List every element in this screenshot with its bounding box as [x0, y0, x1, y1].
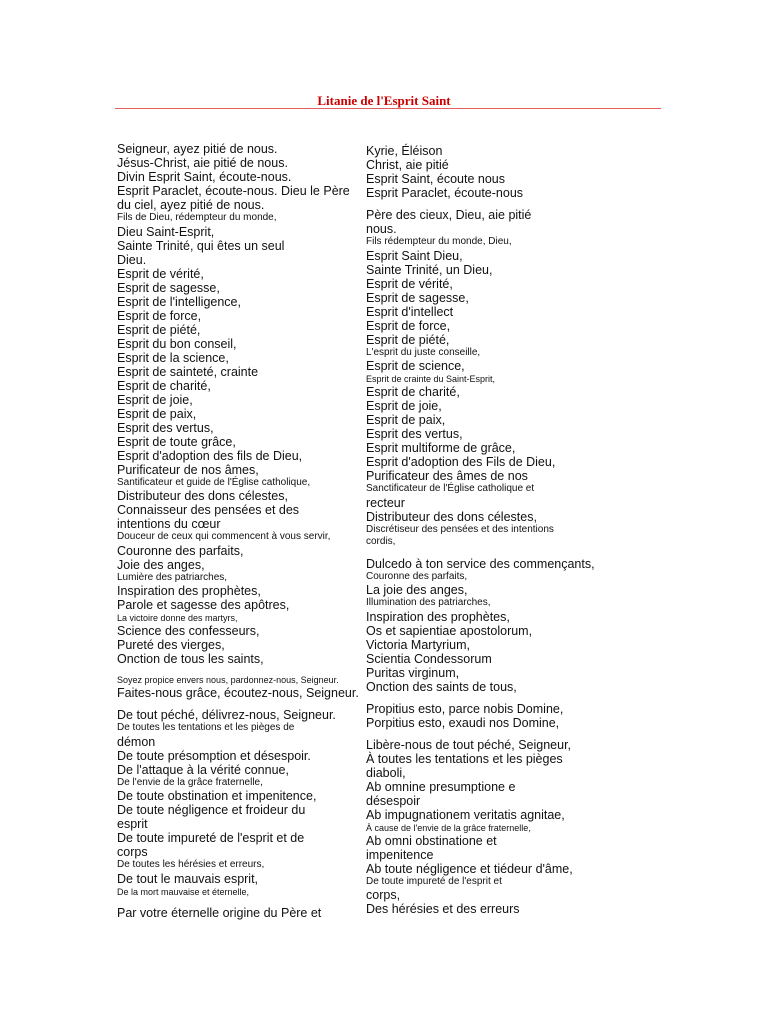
litany-line: intentions du cœur	[117, 517, 221, 531]
litany-line: Esprit de joie,	[366, 399, 442, 413]
litany-line: De toute impureté de l'esprit et	[366, 875, 502, 887]
litany-line: Inspiration des prophètes,	[117, 584, 261, 598]
litany-line: Fils rédempteur du monde, Dieu,	[366, 236, 512, 247]
litany-line: Joie des anges,	[117, 557, 205, 572]
litany-line: Esprit de force,	[366, 318, 451, 333]
litany-line: De tout le mauvais esprit,	[117, 871, 259, 886]
litany-line: Divin Esprit Saint, écoute-nous.	[117, 170, 292, 184]
litany-line: Ab omni obstinatione et	[366, 833, 497, 848]
litany-line: De tout péché, délivrez-nous, Seigneur.	[117, 708, 336, 722]
litany-line: Scientia Condessorum	[366, 651, 492, 666]
litany-line: Des hérésies et des erreurs	[366, 902, 520, 916]
litany-line: Esprit de charité,	[117, 378, 211, 393]
litany-line: Esprit de sagesse,	[366, 290, 469, 305]
litany-line: Science des confesseurs,	[117, 624, 260, 638]
litany-line: Couronne des parfaits,	[366, 570, 468, 582]
litany-line: Esprit de sainteté, crainte	[117, 364, 259, 379]
litany-line: De toutes les tentations et les pièges de	[117, 722, 295, 733]
litany-line: Esprit de force,	[117, 308, 202, 323]
litany-line: Esprit multiforme de grâce,	[366, 441, 516, 455]
litany-line: Puritas virginum,	[366, 665, 460, 680]
litany-line: Esprit de sagesse,	[117, 280, 220, 295]
litany-line: La victoire donne des martyrs,	[117, 613, 238, 623]
litany-line: cordis,	[366, 536, 396, 547]
litany-line: corps,	[366, 888, 401, 902]
litany-line: Faites-nous grâce, écoutez-nous, Seigneur.	[117, 686, 359, 700]
litany-line: Fils de Dieu, rédempteur du monde,	[117, 212, 277, 223]
litany-line: impenitence	[366, 847, 434, 862]
litany-line: Victoria Martyrium,	[366, 637, 470, 652]
litany-line: Onction de tous les saints,	[117, 652, 264, 666]
page-title: Litanie de l'Esprit Saint	[317, 93, 451, 108]
litany-line: Distributeur des dons célestes,	[117, 489, 288, 503]
litany-line: Jésus-Christ, aie pitié de nous.	[117, 156, 288, 170]
litany-line: Distributeur des dons célestes,	[366, 509, 537, 524]
litany-line: Discrétiseur des pensées et des intentions	[366, 523, 554, 535]
litany-line: De toutes les hérésies et erreurs,	[117, 859, 265, 870]
litany-line: À toutes les tentations et les pièges	[366, 751, 563, 766]
litany-line: Esprit des vertus,	[366, 427, 463, 441]
litany-line: Pureté des vierges,	[117, 638, 225, 652]
litany-line: Porpitius esto, exaudi nos Domine,	[366, 715, 560, 730]
litany-line: Dieu Saint-Esprit,	[117, 224, 215, 239]
litany-line: Ab impugnationem veritatis agnitae,	[366, 807, 565, 822]
litany-line: Esprit de l'intelligence,	[117, 294, 241, 309]
litany-line: diaboli,	[366, 765, 406, 780]
litany-line: Esprit d'intellect	[366, 304, 454, 319]
litany-line: Ab omnine presumptione e	[366, 779, 516, 794]
title-rule	[115, 108, 661, 109]
litany-line: L'esprit du juste conseille,	[366, 346, 481, 358]
litany-line: À cause de l'envie de la grâce fraternelle,	[366, 822, 531, 833]
litany-line: Sainte Trinité, un Dieu,	[366, 262, 493, 277]
litany-line: corps	[117, 845, 148, 859]
litany-line: Esprit des vertus,	[117, 420, 214, 435]
litany-line: Sanctificateur de l'Église catholique et	[366, 483, 535, 494]
litany-line: du ciel, ayez pitié de nous.	[117, 198, 265, 212]
litany-line: Illumination des patriarches,	[366, 597, 491, 608]
litany-line: Esprit de la science,	[117, 350, 229, 365]
litany-line: Esprit de paix,	[117, 406, 197, 421]
litany-line: Purificateur de nos âmes,	[117, 462, 259, 477]
litany-line: Dieu.	[117, 252, 147, 267]
litany-line: Propitius esto, parce nobis Domine,	[366, 701, 564, 716]
litany-line: Esprit de vérité,	[117, 266, 204, 281]
litany-line: La joie des anges,	[366, 583, 468, 597]
litany-line: Esprit d'adoption des Fils de Dieu,	[366, 455, 556, 469]
litany-line: Esprit de piété,	[366, 332, 450, 347]
litany-line: Ab toute négligence et tiédeur d'âme,	[366, 861, 573, 876]
litany-line: nous.	[366, 222, 397, 236]
litany-line: Onction des saints de tous,	[366, 679, 517, 694]
litany-line: Esprit du bon conseil,	[117, 336, 237, 351]
litany-line: Seigneur, ayez pitié de nous.	[117, 142, 278, 156]
litany-line: Parole et sagesse des apôtres,	[117, 598, 290, 612]
litany-line: Esprit Saint, écoute nous	[366, 172, 505, 186]
litany-line: De l'attaque à la vérité connue,	[117, 762, 289, 777]
litany-line: De toute négligence et froideur du	[117, 803, 306, 817]
litany-line: Os et sapientiae apostolorum,	[366, 623, 533, 638]
litany-line: Lumière des patriarches,	[117, 571, 228, 583]
litany-line: Esprit de joie,	[117, 392, 193, 407]
litany-line: Christ, aie pitié	[366, 158, 449, 172]
litany-line: Libère-nous de tout péché, Seigneur,	[366, 737, 572, 752]
litany-line: Soyez propice envers nous, pardonnez-nous, Seigneur.	[117, 675, 339, 685]
litany-line: De toute obstination et impenitence,	[117, 789, 317, 803]
litany-line: Esprit Saint Dieu,	[366, 248, 463, 263]
litany-line: Esprit de charité,	[366, 385, 460, 399]
litany-line: Esprit de vérité,	[366, 276, 453, 291]
litany-line: Esprit de piété,	[117, 322, 201, 337]
litany-line: De toute présomption et désespoir.	[117, 748, 311, 763]
litany-line: Esprit d'adoption des fils de Dieu,	[117, 448, 303, 463]
litany-line: Par votre éternelle origine du Père et	[117, 905, 322, 920]
litany-line: Kyrie, Éléison	[366, 144, 443, 158]
litany-line: Douceur de ceux qui commencent à vous servir,	[117, 531, 331, 542]
litany-line: Esprit de toute grâce,	[117, 434, 236, 449]
litany-line: Père des cieux, Dieu, aie pitié	[366, 208, 532, 222]
litany-line: démon	[117, 734, 156, 749]
french-column	[117, 142, 362, 920]
litany-line: Esprit de crainte du Saint-Esprit,	[366, 374, 496, 384]
litany-line: désespoir	[366, 793, 421, 808]
litany-line: De toute impureté de l'esprit et de	[117, 831, 305, 845]
litany-line: Connaisseur des pensées et des	[117, 503, 300, 517]
litany-line: Inspiration des prophètes,	[366, 609, 510, 624]
litany-line: De la mort mauvaise et éternelle,	[117, 886, 250, 897]
translation-column	[366, 144, 606, 916]
litany-line: Esprit de paix,	[366, 413, 446, 427]
litany-line: recteur	[366, 495, 405, 510]
litany-line: De l'envie de la grâce fraternelle,	[117, 776, 263, 788]
litany-line: Esprit Paraclet, écoute-nous. Dieu le Père	[117, 184, 350, 198]
litany-line: Couronne des parfaits,	[117, 543, 244, 558]
litany-line: Esprit Paraclet, écoute-nous	[366, 186, 524, 200]
litany-line: Sainte Trinité, qui êtes un seul	[117, 238, 285, 253]
litany-line: esprit	[117, 817, 148, 831]
litany-line: Esprit de science,	[366, 359, 465, 373]
litany-line: Purificateur des âmes de nos	[366, 469, 528, 483]
litany-line: Dulcedo à ton service des commençants,	[366, 556, 595, 571]
litany-line: Santificateur et guide de l'Église catholique,	[117, 476, 311, 488]
